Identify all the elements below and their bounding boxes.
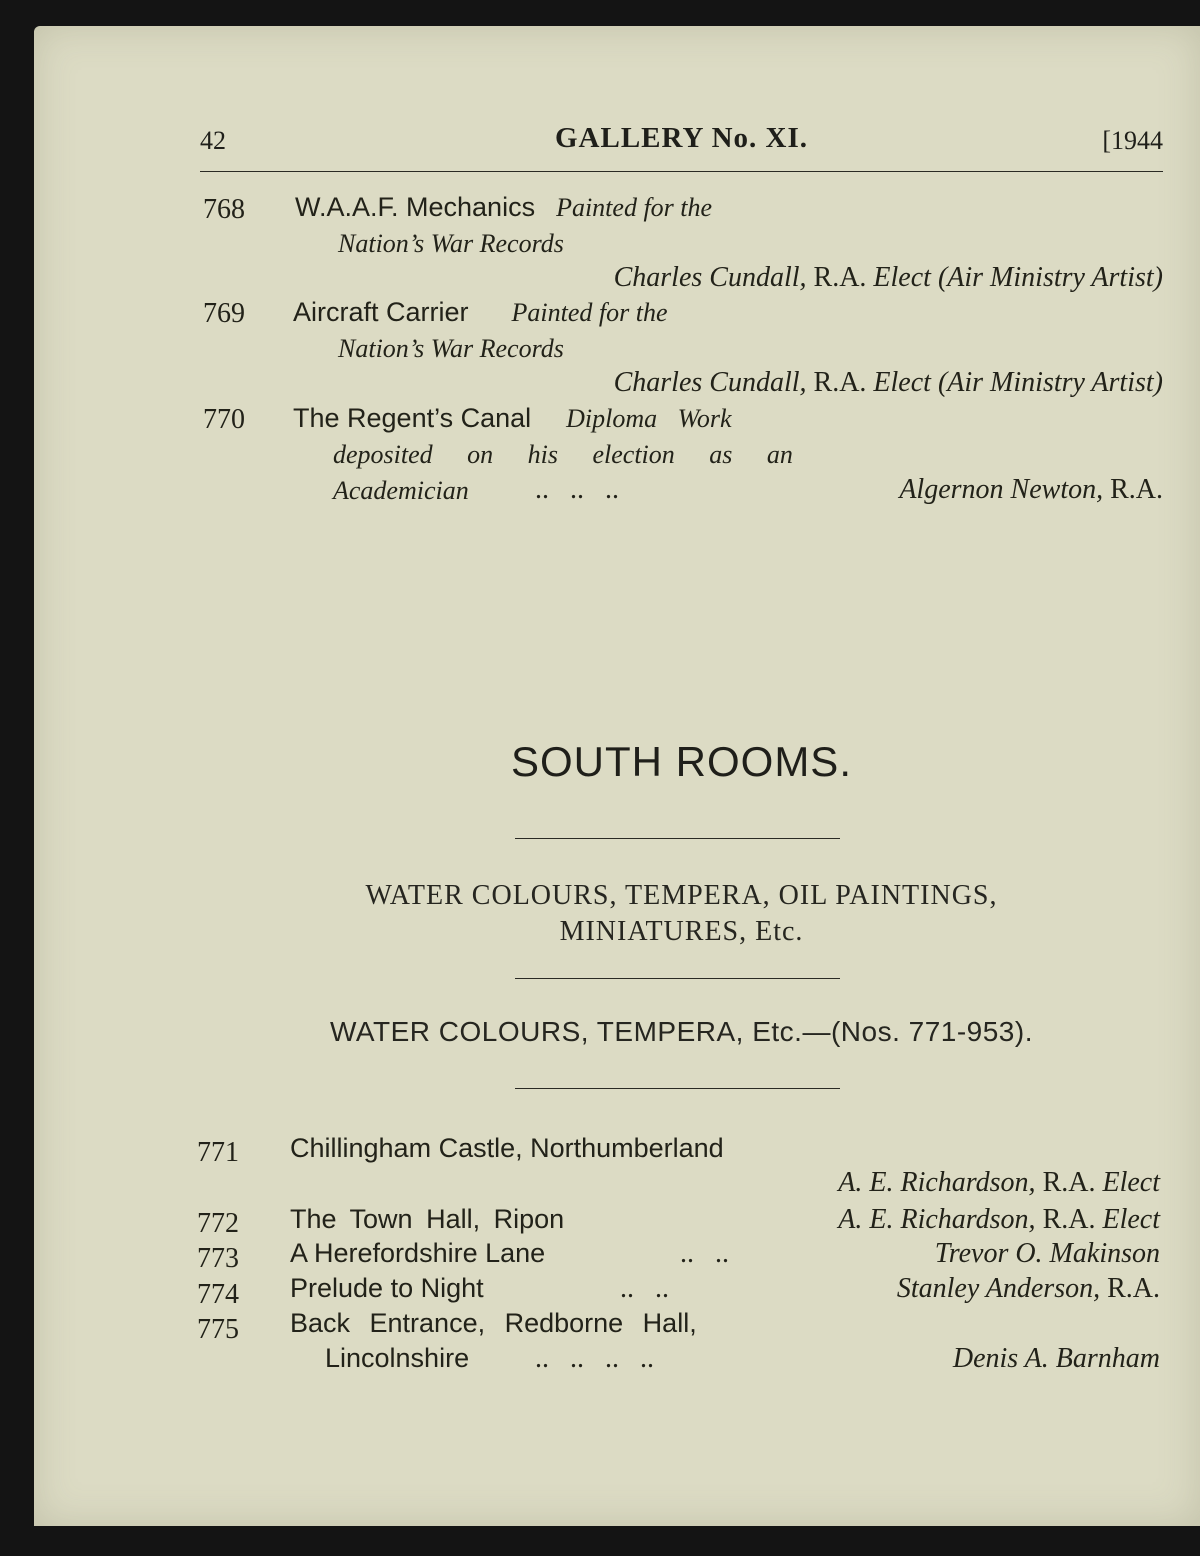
artist-rank: R.A.: [1042, 1204, 1096, 1235]
entry-title: The Regent’s Canal: [293, 403, 532, 433]
entry-number: 771: [197, 1137, 239, 1168]
gallery-title: GALLERY No. XI.: [555, 122, 808, 154]
entry-title: A Herefordshire Lane: [290, 1238, 546, 1268]
entry-number: 769: [203, 298, 245, 329]
entry-artist: [300, 1167, 1160, 1199]
entry-title: W.A.A.F. Mechanics: [295, 192, 536, 222]
artist-name: A. E. Richardson,: [838, 1204, 1036, 1235]
artist-rank: R.A.: [813, 262, 867, 293]
entry-title: The Town Hall, Ripon: [290, 1204, 565, 1234]
section-title: SOUTH ROOMS.: [510, 738, 852, 785]
entry-title-line: [290, 1238, 545, 1270]
entry-note: Academician: [333, 476, 469, 505]
entry-number: 772: [197, 1208, 239, 1239]
running-head: [200, 120, 1163, 160]
dot-leader: .. ..: [680, 1238, 729, 1269]
dot-leader: .. .. .. ..: [535, 1343, 654, 1374]
entry-title-line: [290, 1273, 484, 1305]
artist-rank: R.A.: [1110, 474, 1163, 505]
entry-title: Prelude to Night: [290, 1273, 484, 1303]
artist-name: Charles Cundall,: [613, 367, 807, 398]
artist-role: (Air Ministry Artist): [937, 367, 1163, 398]
header-rule: [200, 171, 1163, 172]
entry-title-line: [290, 1308, 697, 1340]
entry-artist: [600, 474, 1163, 506]
artist-rank: R.A.: [1107, 1273, 1160, 1304]
entry-artist: [600, 1204, 1160, 1236]
entry-artist: [300, 262, 1163, 294]
artist-rank-suffix: Elect: [873, 262, 931, 293]
section-rule: [515, 838, 840, 839]
section-subtitle: [200, 878, 1163, 950]
artist-name: Stanley Anderson,: [896, 1273, 1101, 1304]
artist-rank-suffix: Elect: [1102, 1204, 1160, 1235]
artist-rank-suffix: Elect: [1102, 1167, 1160, 1198]
entry-title-line: [290, 1133, 724, 1165]
entry-number: 768: [203, 194, 245, 225]
entry-artist: [600, 1273, 1160, 1305]
entry-artist: [600, 1238, 1160, 1270]
artist-rank: R.A.: [813, 367, 867, 398]
entry-note: Nation’s War Records: [338, 229, 564, 258]
entry-artist: [300, 367, 1163, 399]
entry-title: Aircraft Carrier: [293, 297, 469, 327]
subtitle-line: WATER COLOURS, TEMPERA, OIL PAINTINGS,: [365, 880, 998, 911]
subtitle-line: MINIATURES, Etc.: [559, 916, 804, 947]
entry-title-line: [290, 1204, 564, 1236]
section-rule: [515, 1088, 840, 1089]
entry-title: Lincolnshire: [325, 1343, 470, 1373]
artist-name: A. E. Richardson,: [838, 1167, 1036, 1198]
dot-leader: .. .. ..: [535, 474, 619, 505]
dot-leader: .. ..: [620, 1273, 669, 1304]
artist-name: Charles Cundall,: [613, 262, 807, 293]
entry-note: Nation’s War Records: [338, 334, 564, 363]
entry-number: 770: [203, 404, 245, 435]
entry-artist: [700, 1343, 1160, 1375]
entry-note: Painted for the: [556, 193, 713, 222]
entry-note: Painted for the: [511, 298, 668, 327]
section-rule: [515, 978, 840, 979]
year: [1944: [1102, 126, 1163, 155]
section-subheading: WATER COLOURS, TEMPERA, Etc.—(Nos. 771-953).: [330, 1016, 1033, 1047]
entry-note: deposited on his election as an: [333, 440, 793, 469]
entry-title-line: [293, 403, 732, 435]
artist-rank-suffix: Elect: [873, 367, 931, 398]
artist-name: Denis A. Barnham: [952, 1343, 1160, 1374]
entry-title: Back Entrance, Redborne Hall,: [290, 1308, 697, 1338]
entry-number: 774: [197, 1279, 239, 1310]
entry-title-line: [295, 192, 712, 224]
artist-name: Trevor O. Makinson: [934, 1238, 1160, 1269]
entry-title-line: [325, 1343, 469, 1375]
entry-note: Diploma Work: [566, 404, 732, 433]
artist-role: (Air Ministry Artist): [937, 262, 1163, 293]
entry-number: 775: [197, 1314, 239, 1345]
artist-rank: R.A.: [1042, 1167, 1096, 1198]
entry-title: Chillingham Castle, Northumberland: [290, 1133, 724, 1163]
artist-name: Algernon Newton,: [899, 474, 1104, 505]
entry-title-line: [293, 297, 668, 329]
page-number: 42: [200, 126, 226, 155]
entry-number: 773: [197, 1243, 239, 1274]
